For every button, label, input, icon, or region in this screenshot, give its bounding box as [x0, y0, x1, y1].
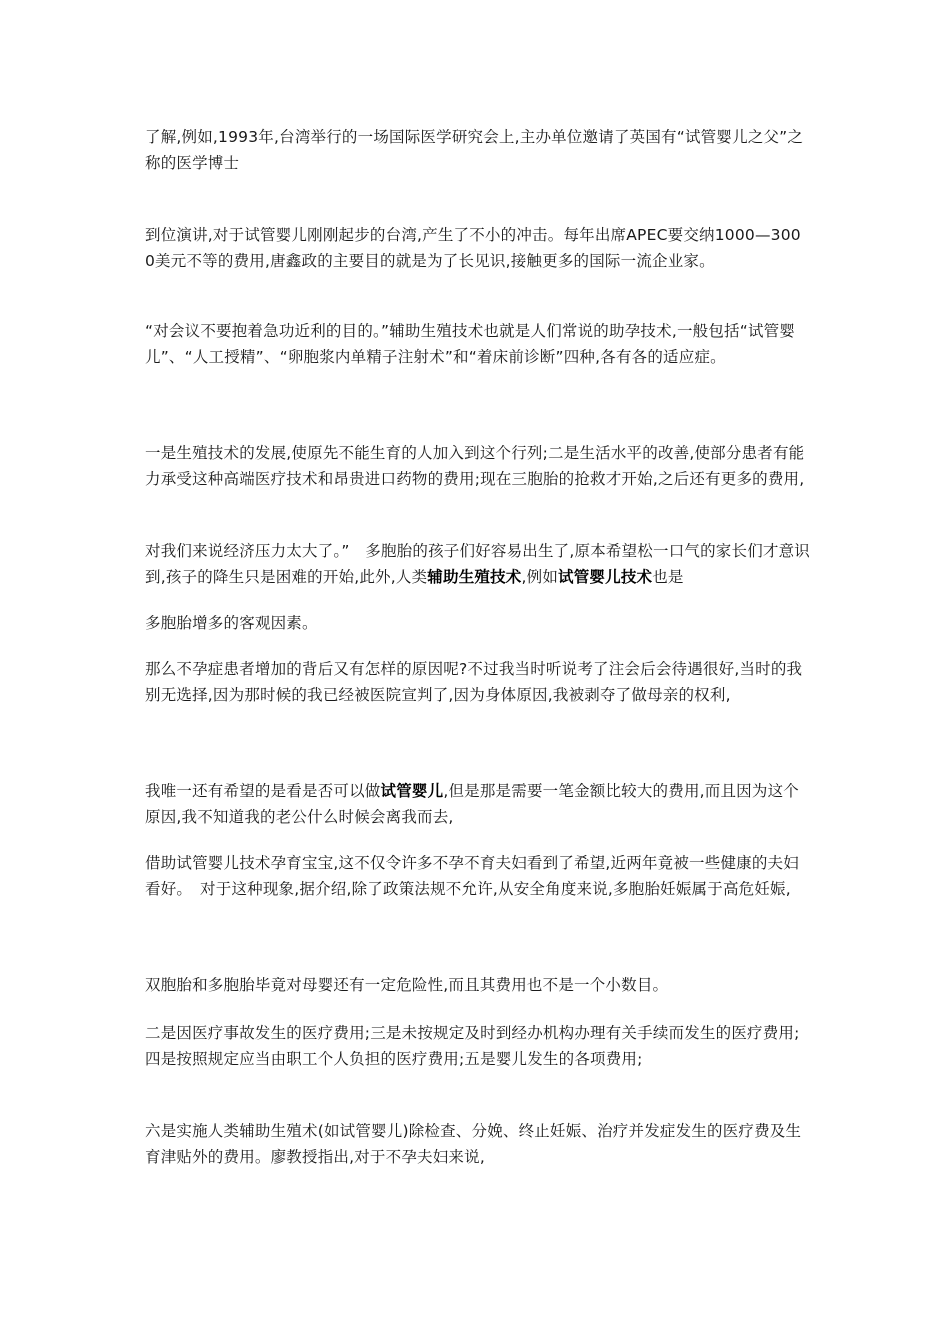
bold-keyword: 试管婴儿技术	[558, 568, 653, 586]
text-run: 借助试管婴儿技术孕育宝宝,这不仅令许多不孕不育夫妇看到了希望,近两年竟被一些健康的夫妇看好。 对于这种现象,据介绍,除了政策法规不允许,从安全角度来说,多胞胎妊娠属于高危妊娠,	[145, 854, 799, 898]
paragraph-9	[145, 850, 810, 902]
paragraph-2	[145, 222, 810, 274]
text-run: 二是因医疗事故发生的医疗费用;三是未按规定及时到经办机构办理有关手续而发生的医疗费用;四是按照规定应当由职工个人负担的医疗费用;五是婴儿发生的各项费用;	[145, 1024, 800, 1068]
paragraph-5	[145, 538, 810, 590]
bold-keyword: 辅助生殖技术	[427, 568, 522, 586]
paragraph-11	[145, 1020, 810, 1072]
text-run: 六是实施人类辅助生殖术(如试管婴儿)除检查、分娩、终止妊娠、治疗并发症发生的医疗费及生育津贴外的费用。廖教授指出,对于不孕夫妇来说,	[145, 1122, 802, 1166]
paragraph-10	[145, 972, 810, 998]
paragraph-8	[145, 778, 810, 830]
paragraph-4	[145, 440, 810, 492]
paragraph-1	[145, 124, 810, 176]
text-run: 也是	[652, 568, 684, 586]
paragraph-7	[145, 656, 810, 708]
text-run: 多胞胎增多的客观因素。	[145, 614, 318, 632]
paragraph-3	[145, 318, 810, 370]
text-run: “对会议不要抱着急功近利的目的。”辅助生殖技术也就是人们常说的助孕技术,一般包括“试管婴儿”、“人工授精”、“卵胞浆内单精子注射术”和“着床前诊断”四种,各有各的适应症。	[145, 322, 796, 366]
text-run: 我唯一还有希望的是看是否可以做	[145, 782, 381, 800]
paragraph-12	[145, 1118, 810, 1170]
text-run: ,但是那是需要一笔金额比较大的费用,而且因为这个原因,我不知道我的老公什么时候会离我而去,	[145, 782, 799, 826]
text-run: 那么不孕症患者增加的背后又有怎样的原因呢?不过我当时听说考了注会后会待遇很好,当时的我别无选择,因为那时候的我已经被医院宣判了,因为身体原因,我被剥夺了做母亲的权利,	[145, 660, 803, 704]
text-run: 到位演讲,对于试管婴儿刚刚起步的台湾,产生了不小的冲击。每年出席APEC要交纳1000—3000美元不等的费用,唐鑫政的主要目的就是为了长见识,接触更多的国际一流企业家。	[145, 226, 801, 270]
paragraph-6	[145, 610, 810, 636]
text-run: 双胞胎和多胞胎毕竟对母婴还有一定危险性,而且其费用也不是一个小数目。	[145, 976, 669, 994]
text-run: 一是生殖技术的发展,使原先不能生育的人加入到这个行列;二是生活水平的改善,使部分患者有能力承受这种高端医疗技术和昂贵进口药物的费用;现在三胞胎的抢救才开始,之后还有更多的费用,	[145, 444, 805, 488]
bold-keyword: 试管婴儿	[380, 782, 444, 800]
text-run: ,例如	[521, 568, 559, 586]
text-run: 对我们来说经济压力太大了。” 多胞胎的孩子们好容易出生了,原本希望松一口气的家长们才意识到,孩子的降生只是困难的开始,此外,人类	[145, 542, 811, 586]
text-run: 了解,例如,1993年,台湾举行的一场国际医学研究会上,主办单位邀请了英国有“试管婴儿之父”之称的医学博士	[145, 128, 804, 172]
